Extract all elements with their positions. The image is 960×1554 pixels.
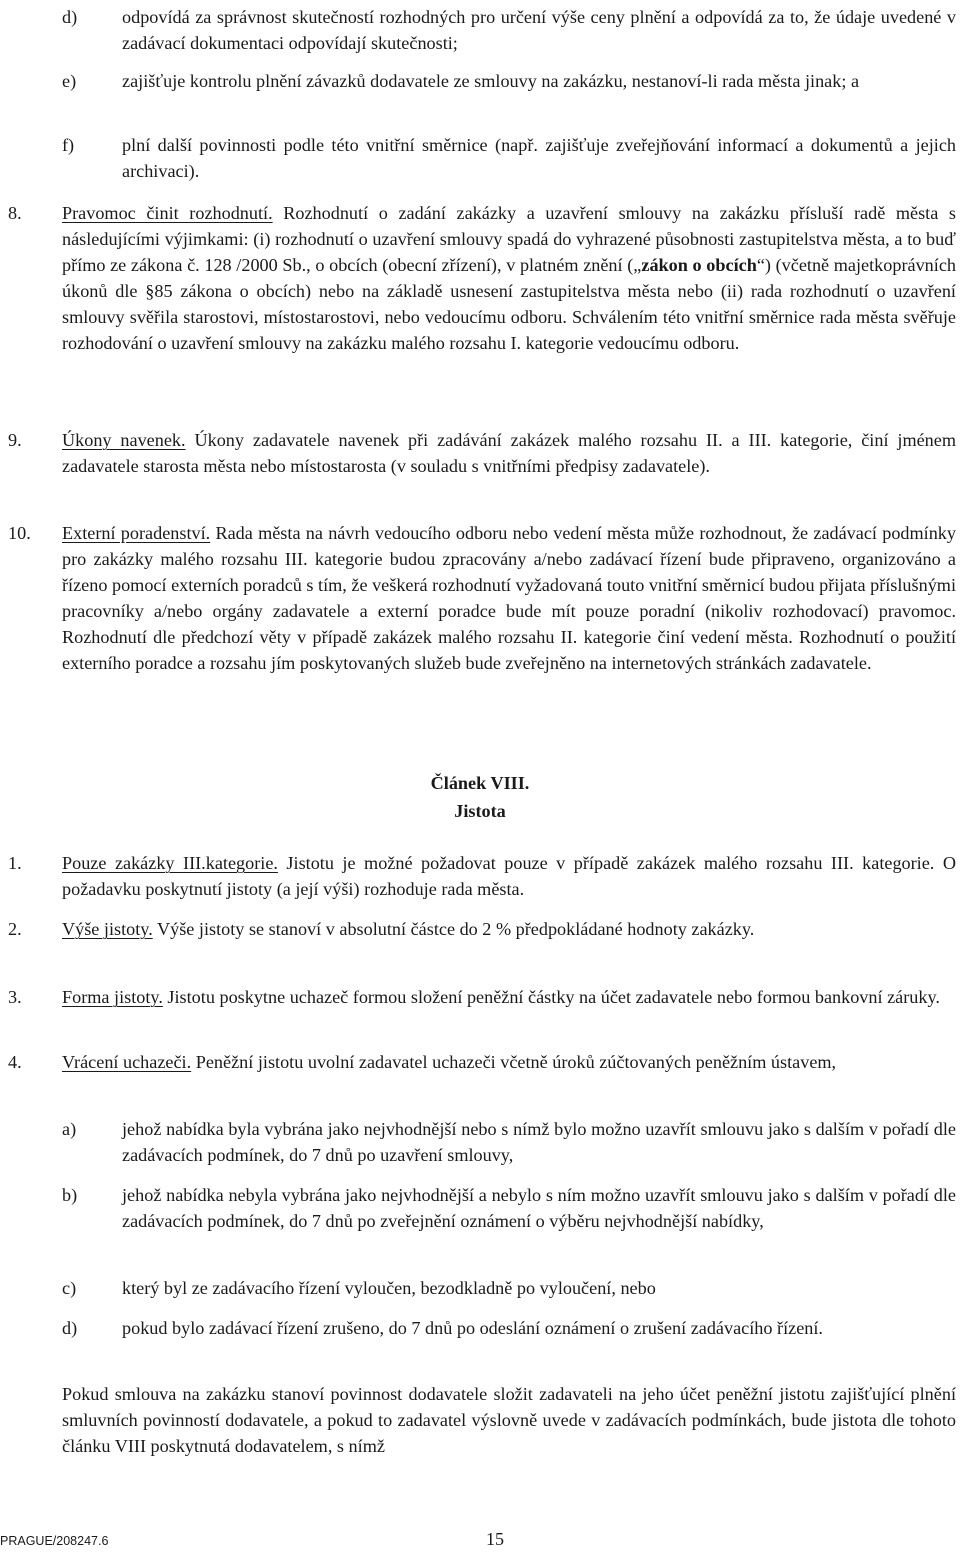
article-subheading: Jistota bbox=[454, 801, 506, 821]
refund-item-d: pokud bylo zadávací řízení zrušeno, do 7 dnů po odeslání oznámení o zrušení zadávacího řízení. bbox=[122, 1318, 823, 1338]
section-9-paragraph bbox=[62, 427, 956, 479]
section-10-number: 10. bbox=[8, 523, 31, 543]
refund-item-a: jehož nabídka byla vybrána jako nejvhodnější nebo s nímž bylo možno uzavřít smlouvu jako s dalším v pořadí dle zadávacích podmínek, do 7 dnů po uzavření smlouvy, bbox=[122, 1119, 956, 1165]
footer-doc-ref: PRAGUE/208247.6 bbox=[0, 1534, 109, 1548]
jistota-item-2-number: 2. bbox=[8, 919, 22, 939]
refund-item-b: jehož nabídka nebyla vybrána jako nejvhodnější a nebylo s ním možno uzavřít smlouvu jako s dalším v pořadí dle zadávacích podmínek, do 7 dnů po zveřejnění oznámení o výběru nejvhodnější nabídky, bbox=[122, 1185, 956, 1231]
jistota-item-2-title: Výše jistoty. bbox=[62, 919, 153, 939]
section-8-text-before: Rozhodnutí o zadání zakázky a uzavření smlouvy na zakázku přísluší radě města s následujícími výjimkami: (i) rozhodnutí o uzavření smlouvy spadá do vyhrazené působnosti zastupitelstva města, a to buď přímo ze zákona č. 128 /2000 Sb., o obcích (obecní zřízení), v platném znění („ bbox=[62, 203, 956, 275]
section-9-number: 9. bbox=[8, 430, 22, 450]
jistota-item-4-title: Vrácení uchazeči. bbox=[62, 1052, 192, 1072]
footer-page-number: 15 bbox=[486, 1529, 504, 1549]
jistota-item-2-text: Výše jistoty se stanoví v absolutní částce do 2 % předpokládané hodnoty zakázky. bbox=[152, 919, 755, 939]
jistota-item-3-number: 3. bbox=[8, 987, 22, 1007]
list-marker-d: d) bbox=[62, 7, 78, 27]
list-item-e: zajišťuje kontrolu plnění závazků dodavatele ze smlouvy na zakázku, nestanoví-li rada města jinak; a bbox=[122, 71, 860, 91]
section-8-paragraph bbox=[62, 200, 956, 356]
jistota-item-3-text: Jistotu poskytne uchazeč formou složení peněžní částky na účet zadavatele nebo formou bankovní záruky. bbox=[162, 987, 940, 1007]
list-item-f: plní další povinnosti podle této vnitřní směrnice (např. zajišťuje zveřejňování informací a dokumentů a jejich archivaci). bbox=[122, 135, 956, 181]
list-marker-e: e) bbox=[62, 71, 77, 91]
section-9-text: Úkony zadavatele navenek při zadávání zakázek malého rozsahu II. a III. kategorie, činí jménem zadavatele starosta města nebo místostarosta (v souladu s vnitřními předpisy zadavatele). bbox=[62, 430, 956, 476]
section-10-paragraph bbox=[62, 520, 956, 676]
section-8-title: Pravomoc činit rozhodnutí. bbox=[62, 203, 273, 223]
article-heading: Článek VIII. bbox=[430, 773, 530, 793]
jistota-item-1 bbox=[62, 850, 956, 902]
jistota-item-1-number: 1. bbox=[8, 853, 22, 873]
section-8-bold-term: zákon o obcích bbox=[641, 255, 757, 275]
refund-marker-c: c) bbox=[62, 1278, 77, 1298]
jistota-item-2 bbox=[62, 916, 956, 942]
jistota-item-3 bbox=[62, 984, 956, 1010]
jistota-item-4 bbox=[62, 1049, 956, 1075]
section-8-number: 8. bbox=[8, 203, 22, 223]
jistota-item-3-title: Forma jistoty. bbox=[62, 987, 163, 1007]
section-9-title: Úkony navenek. bbox=[62, 430, 186, 450]
section-10-text: Rada města na návrh vedoucího odboru nebo vedení města může rozhodnout, že zadávací podmínky pro zakázky malého rozsahu III. kategorie budou zpracovány a/nebo zadávací řízení bude připraveno, organizováno a řízeno pomocí externích poradců s tím, že veškerá rozhodnutí vyžadovaná touto vnitřní směrnicí budou přijata příslušnými pracovníky a/nebo orgány zadavatele a externí poradce bude mít pouze poradní (nikoliv rozhodovací) pravomoc. Rozhodnutí dle předchozí věty v případě zakázek malého rozsahu II. kategorie činí vedení města. Rozhodnutí o použití externího poradce a rozsahu jím poskytovaných služeb bude zveřejněno na internetových stránkách zadavatele. bbox=[62, 523, 956, 673]
refund-marker-a: a) bbox=[62, 1119, 77, 1139]
section-8-text-after: “) (včetně majetkoprávních úkonů dle §85 zákona o obcích) nebo na základě usnesení zastupitelstva města nebo (ii) rada rozhodnutí o uzavření smlouvy svěřila starostovi, místostarostovi, nebo vedoucímu odboru. Schválením této vnitřní směrnice rada města svěřuje rozhodování o uzavření smlouvy na zakázku malého rozsahu I. kategorie vedoucímu odboru. bbox=[62, 255, 956, 353]
section-10-title: Externí poradenství. bbox=[62, 523, 211, 543]
refund-item-c: který byl ze zadávacího řízení vyloučen, bezodkladně po vyloučení, nebo bbox=[122, 1278, 656, 1298]
jistota-item-1-title: Pouze zakázky III.kategorie. bbox=[62, 853, 278, 873]
list-marker-f: f) bbox=[62, 135, 75, 155]
list-item-d: odpovídá za správnost skutečností rozhodných pro určení výše ceny plnění a odpovídá za to, že údaje uvedené v zadávací dokumentaci odpovídají skutečnosti; bbox=[122, 7, 956, 53]
refund-marker-b: b) bbox=[62, 1185, 78, 1205]
jistota-item-4-number: 4. bbox=[8, 1052, 22, 1072]
jistota-item-4-text: Peněžní jistotu uvolní zadavatel uchazeči včetně úroků zúčtovaných peněžním ústavem, bbox=[191, 1052, 837, 1072]
refund-marker-d: d) bbox=[62, 1318, 78, 1338]
jistota-item-1-text: Jistotu je možné požadovat pouze v případě zakázek malého rozsahu III. kategorie. O požadavku poskytnutí jistoty (a její výši) rozhoduje rada města. bbox=[62, 853, 956, 899]
closing-paragraph: Pokud smlouva na zakázku stanoví povinnost dodavatele složit zadavateli na jeho účet peněžní jistotu zajišťující plnění smluvních povinností dodavatele, a pokud to zadavatel výslovně uvede v zadávacích podmínkách, bude jistota dle tohoto článku VIII poskytnutá dodavatelem, s nímž bbox=[62, 1384, 956, 1456]
